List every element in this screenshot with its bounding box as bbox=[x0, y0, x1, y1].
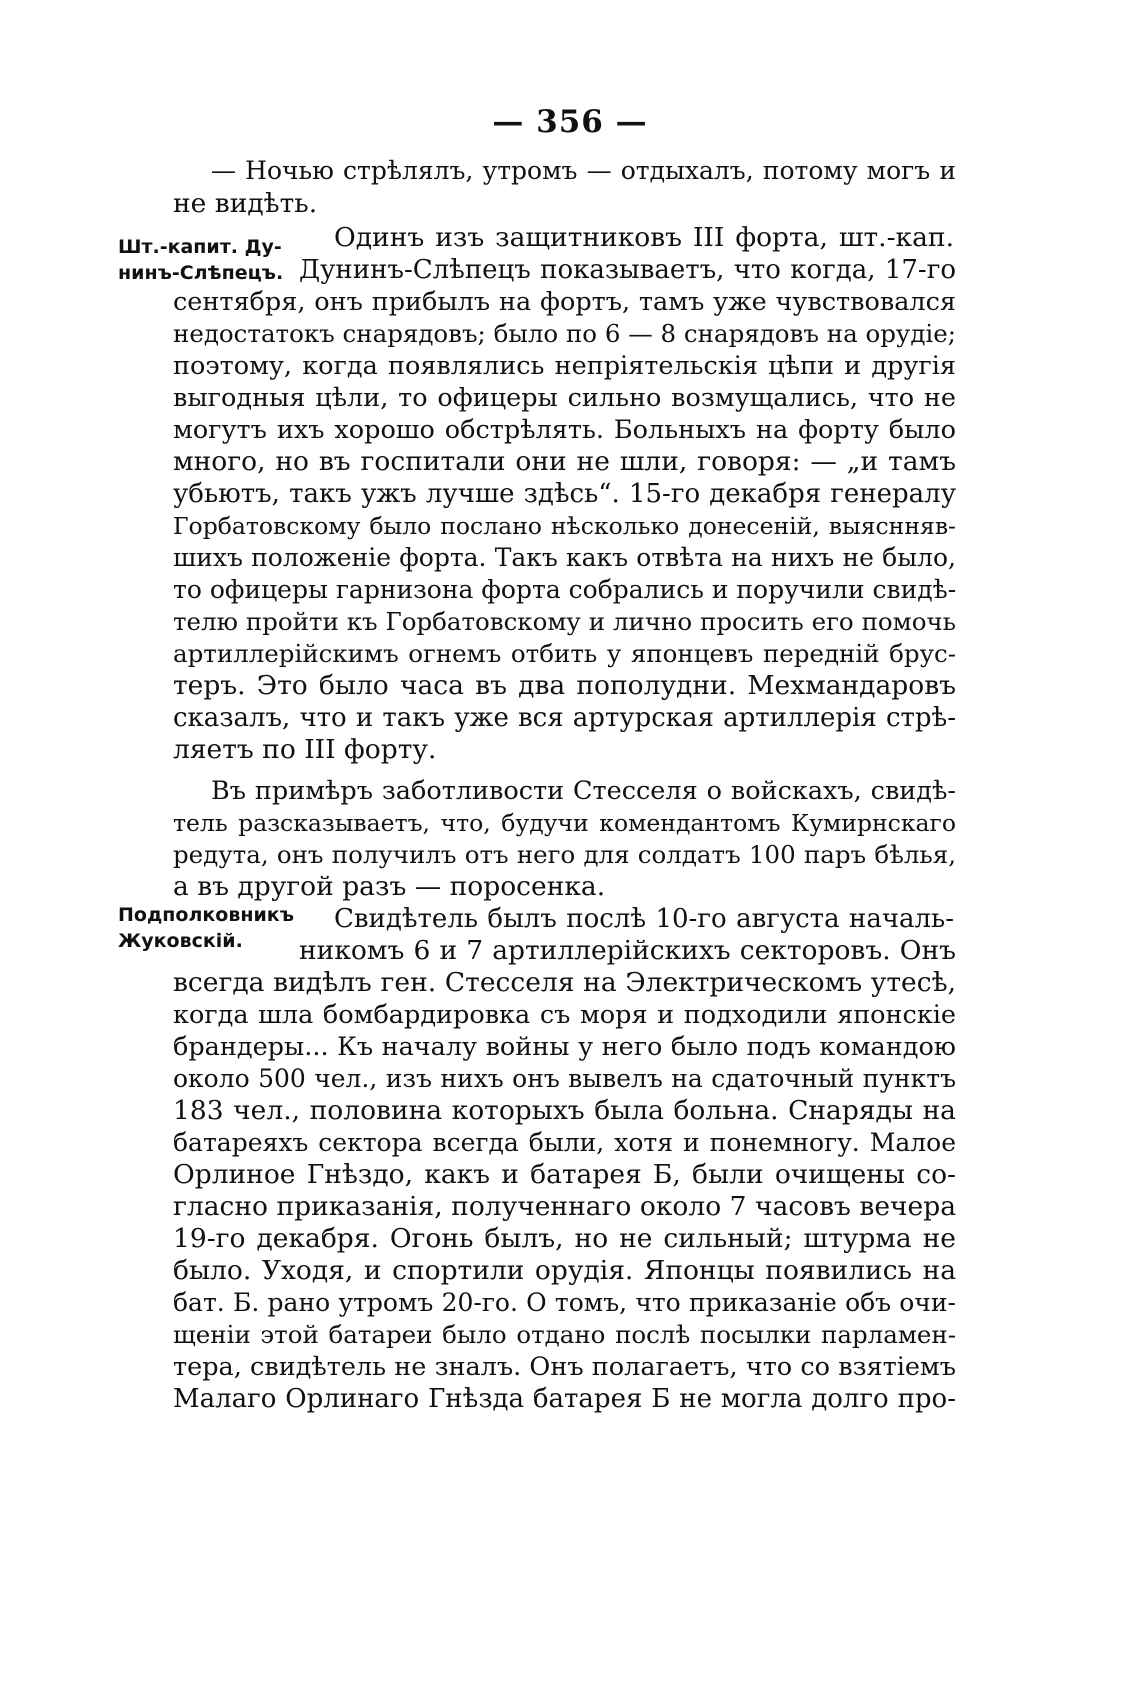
text-line: никомъ 6 и 7 артиллерійскихъ секторовъ. Онъ bbox=[299, 935, 956, 966]
text-line: не видѣть. bbox=[173, 188, 318, 219]
text-line: убьютъ, такъ ужъ лучше здѣсь“. 15-го декабря генералу bbox=[173, 479, 956, 509]
text-line: гласно приказанія, полученнаго около 7 часовъ вечера bbox=[173, 1191, 956, 1222]
text-line: сентября, онъ прибылъ на фортъ, тамъ уже чувствовался bbox=[173, 287, 956, 317]
text-line: брандеры... Къ началу войны у него было подъ командою bbox=[173, 1032, 956, 1062]
text-line: было. Уходя, и спортили орудія. Японцы появились на bbox=[173, 1255, 956, 1286]
text-line: то офицеры гарнизона форта собрались и поручили свидѣ- bbox=[173, 575, 957, 604]
margin-note-line: нинъ-Слѣпецъ. bbox=[118, 262, 284, 284]
text-line: сказалъ, что и такъ уже вся артурская артиллерія стрѣ- bbox=[173, 703, 956, 733]
text-line: около 500 чел., изъ нихъ онъ вывелъ на сдаточный пунктъ bbox=[173, 1064, 956, 1093]
text-line: 19-го декабря. Огонь былъ, но не сильный; штурма не bbox=[173, 1223, 956, 1254]
text-line: — Ночью стрѣлялъ, утромъ — отдыхалъ, потому могъ и bbox=[211, 156, 956, 185]
text-line: много, но въ госпитали они не шли, говоря: — „и тамъ bbox=[173, 446, 956, 477]
text-line: Малаго Орлинаго Гнѣзда батарея Б не могла долго про- bbox=[173, 1384, 956, 1414]
margin-note-dunin bbox=[118, 234, 283, 286]
text-line: Одинъ изъ защитниковъ III форта, шт.-кап. bbox=[334, 222, 954, 253]
margin-note-line: Жуковскій. bbox=[118, 930, 243, 952]
text-line: недостатокъ снарядовъ; было по 6 — 8 снарядовъ на орудіе; bbox=[173, 319, 956, 348]
text-line: могутъ ихъ хорошо обстрѣлять. Больныхъ на форту было bbox=[173, 415, 956, 445]
text-line: 183 чел., половина которыхъ была больна. Снаряды на bbox=[173, 1095, 956, 1126]
text-line: Орлиное Гнѣздо, какъ и батарея Б, были очищены со- bbox=[173, 1159, 956, 1190]
text-line: выгодныя цѣли, то офицеры сильно возмущались, что не bbox=[173, 383, 956, 413]
text-line: поэтому, когда появлялись непріятельскія цѣпи и другія bbox=[173, 351, 956, 381]
text-line: когда шла бомбардировка съ моря и подходили японскіе bbox=[173, 1000, 956, 1030]
text-line: Горбатовскому было послано нѣсколько донесеній, выяснняв- bbox=[173, 512, 956, 540]
margin-note-line: Шт.-капит. Ду- bbox=[118, 236, 282, 258]
text-line: Въ примѣръ заботливости Стесселя о войскахъ, свидѣ- bbox=[211, 776, 956, 806]
text-line: теръ. Это было часа въ два пополудни. Мехмандаровъ bbox=[173, 670, 956, 701]
text-line: бат. Б. рано утромъ 20-го. О томъ, что приказаніе объ очи- bbox=[173, 1288, 956, 1317]
text-line: ляетъ по III форту. bbox=[173, 734, 437, 765]
text-line: шихъ положеніе форта. Такъ какъ отвѣта на нихъ не было, bbox=[173, 543, 956, 572]
margin-note-line: Подполковникъ bbox=[118, 904, 294, 926]
page-number: — 356 — bbox=[492, 104, 648, 140]
text-line: батареяхъ сектора всегда были, хотя и понемногу. Малое bbox=[173, 1128, 956, 1157]
text-line: артиллерійскимъ огнемъ отбить у японцевъ передній брус- bbox=[173, 639, 956, 668]
text-line: тера, свидѣтель не зналъ. Онъ полагаетъ, что со взятіемъ bbox=[173, 1352, 956, 1382]
text-line: редута, онъ получилъ отъ него для солдатъ 100 паръ бѣлья, bbox=[173, 840, 956, 869]
text-line: телю пройти къ Горбатовскому и лично просить его помочь bbox=[173, 607, 956, 636]
text-line: тель разсказываетъ, что, будучи комендантомъ Кумирнскаго bbox=[173, 809, 956, 837]
text-line: а въ другой разъ — поросенка. bbox=[173, 871, 606, 902]
text-line: всегда видѣлъ ген. Стесселя на Электрическомъ утесѣ, bbox=[173, 967, 956, 998]
text-line: щеніи этой батареи было отдано послѣ посылки парламен- bbox=[173, 1320, 956, 1349]
text-line: Дунинъ-Слѣпецъ показываетъ, что когда, 17-го bbox=[299, 255, 956, 285]
text-line: Свидѣтель былъ послѣ 10-го августа началь- bbox=[334, 904, 954, 934]
margin-note-zhukovsky bbox=[118, 902, 294, 954]
